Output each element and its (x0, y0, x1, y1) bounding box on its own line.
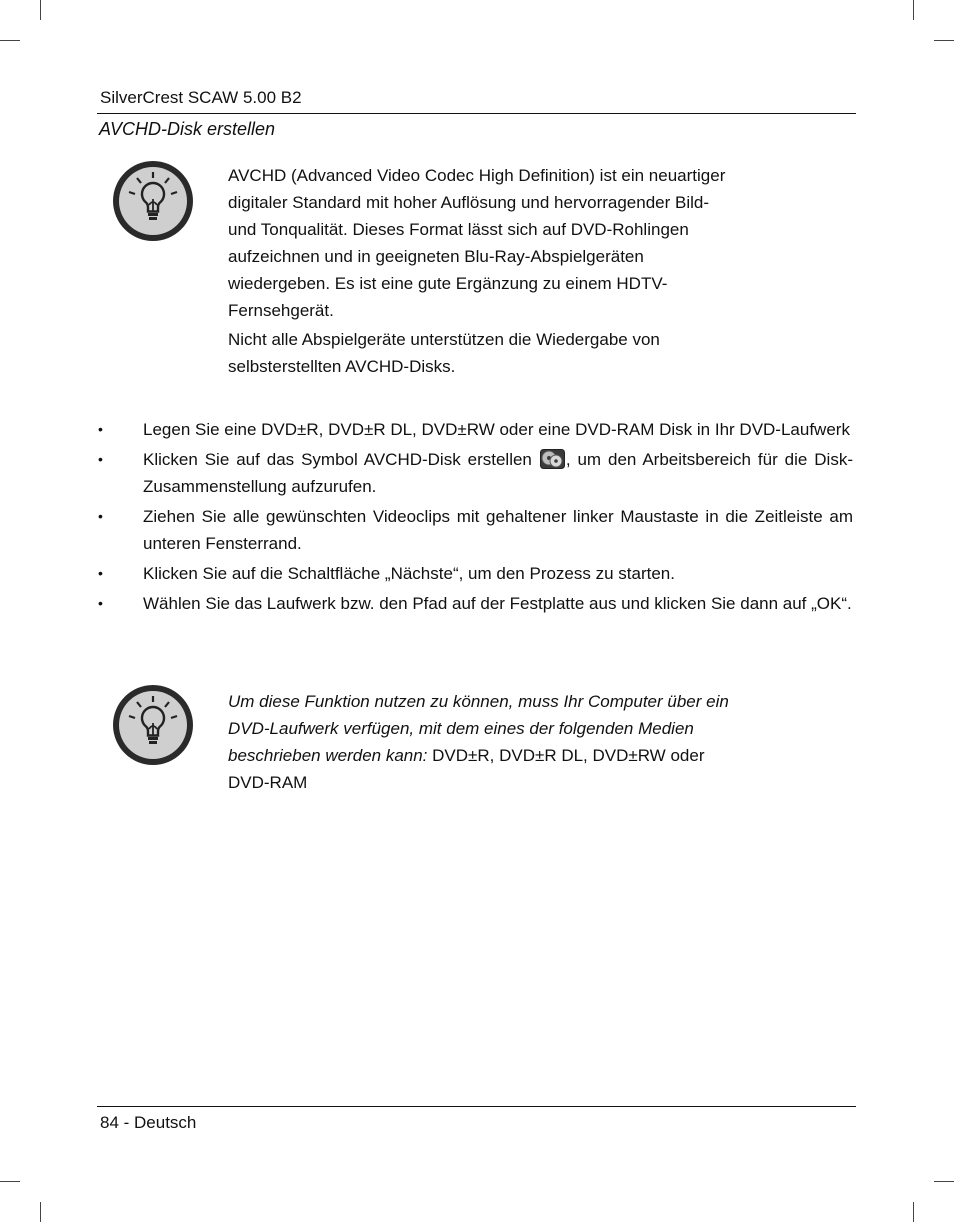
step-text: Wählen Sie das Laufwerk bzw. den Pfad auf der Festplatte aus und klicken Sie dann auf „OK“. (143, 594, 852, 613)
list-item (97, 446, 853, 500)
note-line: Nicht alle Abspielgeräte unterstützen die Wiedergabe von (228, 330, 660, 349)
note-paragraph (228, 162, 788, 324)
step-text: Klicken Sie auf das Symbol AVCHD-Disk erstellen (143, 450, 532, 469)
step-text: , um den Arbeitsbereich für die Disk-Zusammenstellung aufzurufen. (143, 450, 853, 496)
step-text: Legen Sie eine DVD±R, DVD±R DL, DVD±RW oder eine DVD-RAM Disk in Ihr DVD-Laufwerk (143, 420, 850, 439)
avchd-info-note (228, 162, 788, 380)
bullet: • (98, 508, 103, 524)
lightbulb-icon (111, 683, 197, 769)
document-header: SilverCrest SCAW 5.00 B2 (100, 88, 302, 107)
list-item (97, 416, 853, 443)
note-line: Fernsehgerät. (228, 301, 334, 320)
media-list: DVD±R, DVD±R DL, DVD±RW oder (427, 746, 705, 765)
crop-mark (913, 1202, 914, 1222)
crop-mark (40, 1202, 41, 1222)
crop-mark (40, 0, 41, 20)
bullet: • (98, 595, 103, 611)
footer-divider (97, 1106, 856, 1107)
note-line: DVD-Laufwerk verfügen, mit dem eines der folgenden Medien (228, 719, 694, 738)
crop-mark (934, 1181, 954, 1182)
header-divider (97, 113, 856, 114)
avchd-disk-icon (540, 449, 565, 469)
crop-mark (913, 0, 914, 20)
note-line: Um diese Funktion nutzen zu können, muss Ihr Computer über ein (228, 692, 729, 711)
note-line: digitaler Standard mit hoher Auflösung und hervorragender Bild- (228, 193, 710, 212)
crop-mark (934, 40, 954, 41)
list-item (97, 503, 853, 557)
step-text: Ziehen Sie alle gewünschten Videoclips mit gehaltener linker Maustaste in die Zeitleiste am unteren Fensterrand. (143, 507, 853, 553)
note-paragraph (228, 326, 788, 380)
crop-mark (0, 1181, 20, 1182)
note-line: und Tonqualität. Dieses Format lässt sich auf DVD-Rohlingen (228, 220, 689, 239)
bullet: • (98, 421, 103, 437)
list-item (97, 560, 853, 587)
list-item (97, 590, 853, 617)
media-list: DVD-RAM (228, 773, 308, 792)
section-title: AVCHD-Disk erstellen (99, 119, 276, 139)
note-line: selbsterstellten AVCHD-Disks. (228, 357, 456, 376)
crop-mark (0, 40, 20, 41)
step-text: Klicken Sie auf die Schaltfläche „Nächste“, um den Prozess zu starten. (143, 564, 675, 583)
drive-requirement-note (228, 688, 788, 796)
note-line: beschrieben werden kann: (228, 746, 428, 765)
note-line: AVCHD (Advanced Video Codec High Definition) ist ein neuartiger (228, 166, 726, 185)
lightbulb-icon (111, 159, 197, 245)
bullet: • (98, 451, 103, 467)
page-number: 84 - Deutsch (100, 1113, 197, 1132)
instruction-list (97, 416, 853, 620)
note-line: wiedergeben. Es ist eine gute Ergänzung zu einem HDTV- (228, 274, 668, 293)
bullet: • (98, 565, 103, 581)
note-line: aufzeichnen und in geeigneten Blu-Ray-Abspielgeräten (228, 247, 644, 266)
